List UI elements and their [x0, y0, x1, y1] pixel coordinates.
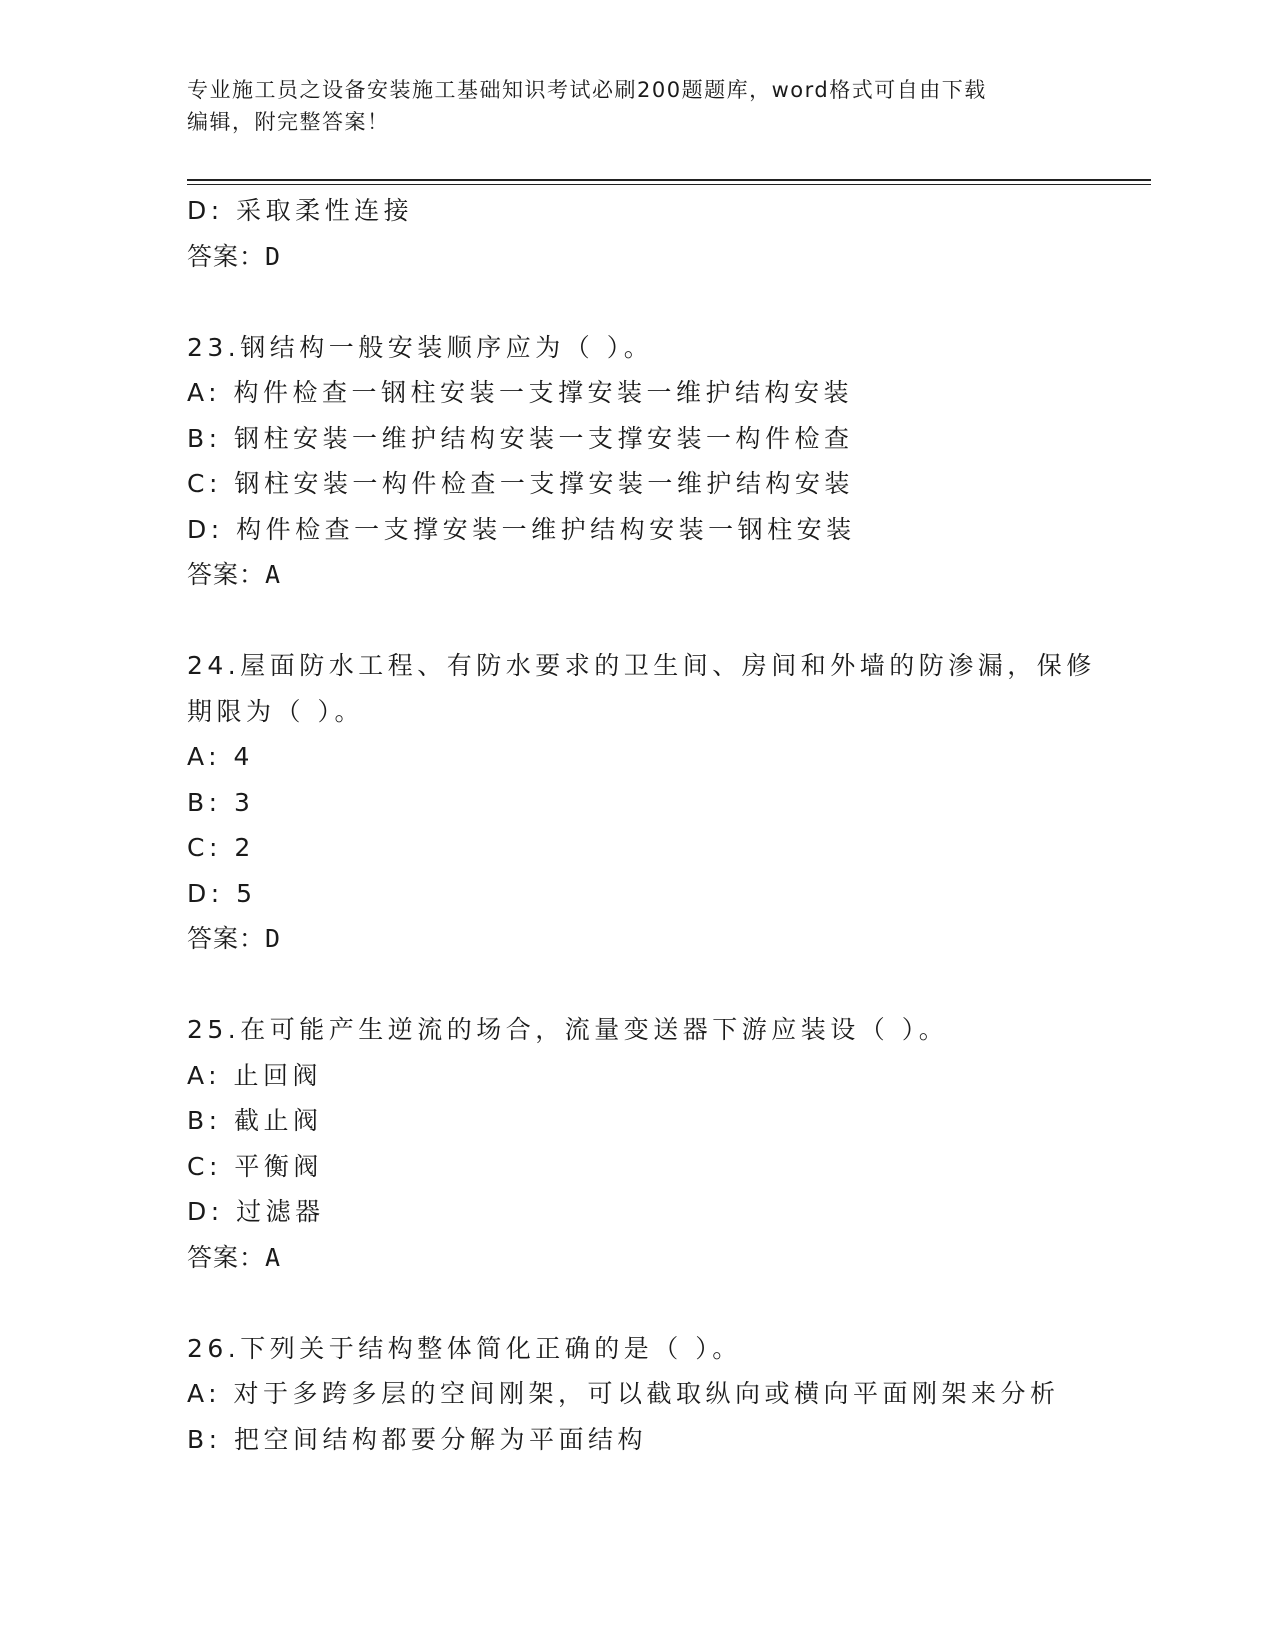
- answer-label: 答案：: [187, 1242, 266, 1272]
- spacer: [187, 598, 1087, 644]
- question-text: 26.下列关于结构整体简化正确的是（ ）。: [187, 1333, 742, 1363]
- question-block-22: [187, 188, 1087, 279]
- option-d: D: 构件检查一支撑安装一维护结构安装一钢柱安装: [187, 514, 856, 544]
- answer-label: 答案：: [187, 241, 266, 271]
- option-a: A: 构件检查一钢柱安装一支撑安装一维护结构安装: [187, 378, 854, 407]
- option-c: C: 2: [187, 833, 255, 862]
- answer-line: [187, 916, 1087, 962]
- answer-value: D: [265, 924, 282, 953]
- option-c: C: 平衡阀: [187, 1151, 323, 1181]
- spacer: [187, 962, 1087, 1008]
- header-rule-thick: [187, 179, 1151, 181]
- document-header: [187, 74, 1087, 138]
- answer-line: [187, 234, 1087, 280]
- header-line-2: 编辑，附完整答案！: [187, 110, 390, 134]
- question-block-24: [187, 643, 1096, 962]
- option-d: D: 5: [187, 878, 257, 908]
- option-a: A: 4: [187, 742, 254, 771]
- answer-value: D: [265, 241, 282, 271]
- question-text: 23.钢结构一般安装顺序应为（ ）。: [187, 332, 654, 362]
- question-text: 25.在可能产生逆流的场合，流量变送器下游应装设（ ）。: [187, 1015, 949, 1044]
- question-block-25: [187, 1007, 1087, 1280]
- question-list: [187, 188, 1096, 1462]
- question-block-23: [187, 325, 1087, 598]
- option-a: A: 对于多跨多层的空间刚架，可以截取纵向或横向平面刚架来分析: [187, 1379, 1060, 1408]
- header-rule-thin: [187, 184, 1151, 185]
- answer-value: A: [265, 560, 282, 589]
- option-b: B: 3: [187, 787, 255, 817]
- answer-line: [187, 1235, 1087, 1281]
- answer-value: A: [265, 1242, 282, 1272]
- header-line-1: 专业施工员之设备安装施工基础知识考试必刷200题题库，word格式可自由下载: [187, 78, 987, 102]
- question-text-line-2: 期限为（ ）。: [187, 696, 364, 726]
- answer-label: 答案：: [187, 924, 266, 953]
- option-a: A: 止回阀: [187, 1060, 323, 1090]
- option-d: D: 采取柔性连接: [187, 196, 414, 225]
- option-d: D: 过滤器: [187, 1197, 325, 1226]
- option-b: B: 把空间结构都要分解为平面结构: [187, 1424, 648, 1454]
- question-block-26: [187, 1326, 1087, 1463]
- option-b: B: 钢柱安装一维护结构安装一支撑安装一构件检查: [187, 423, 854, 453]
- option-c: C: 钢柱安装一构件检查一支撑安装一维护结构安装: [187, 469, 854, 498]
- answer-line: [187, 552, 1087, 598]
- spacer: [187, 1280, 1087, 1326]
- answer-label: 答案：: [187, 560, 266, 589]
- spacer: [187, 279, 1087, 325]
- question-text-line-1: 24.屋面防水工程、有防水要求的卫生间、房间和外墙的防渗漏，保修: [187, 651, 1096, 680]
- option-b: B: 截止阀: [187, 1106, 323, 1135]
